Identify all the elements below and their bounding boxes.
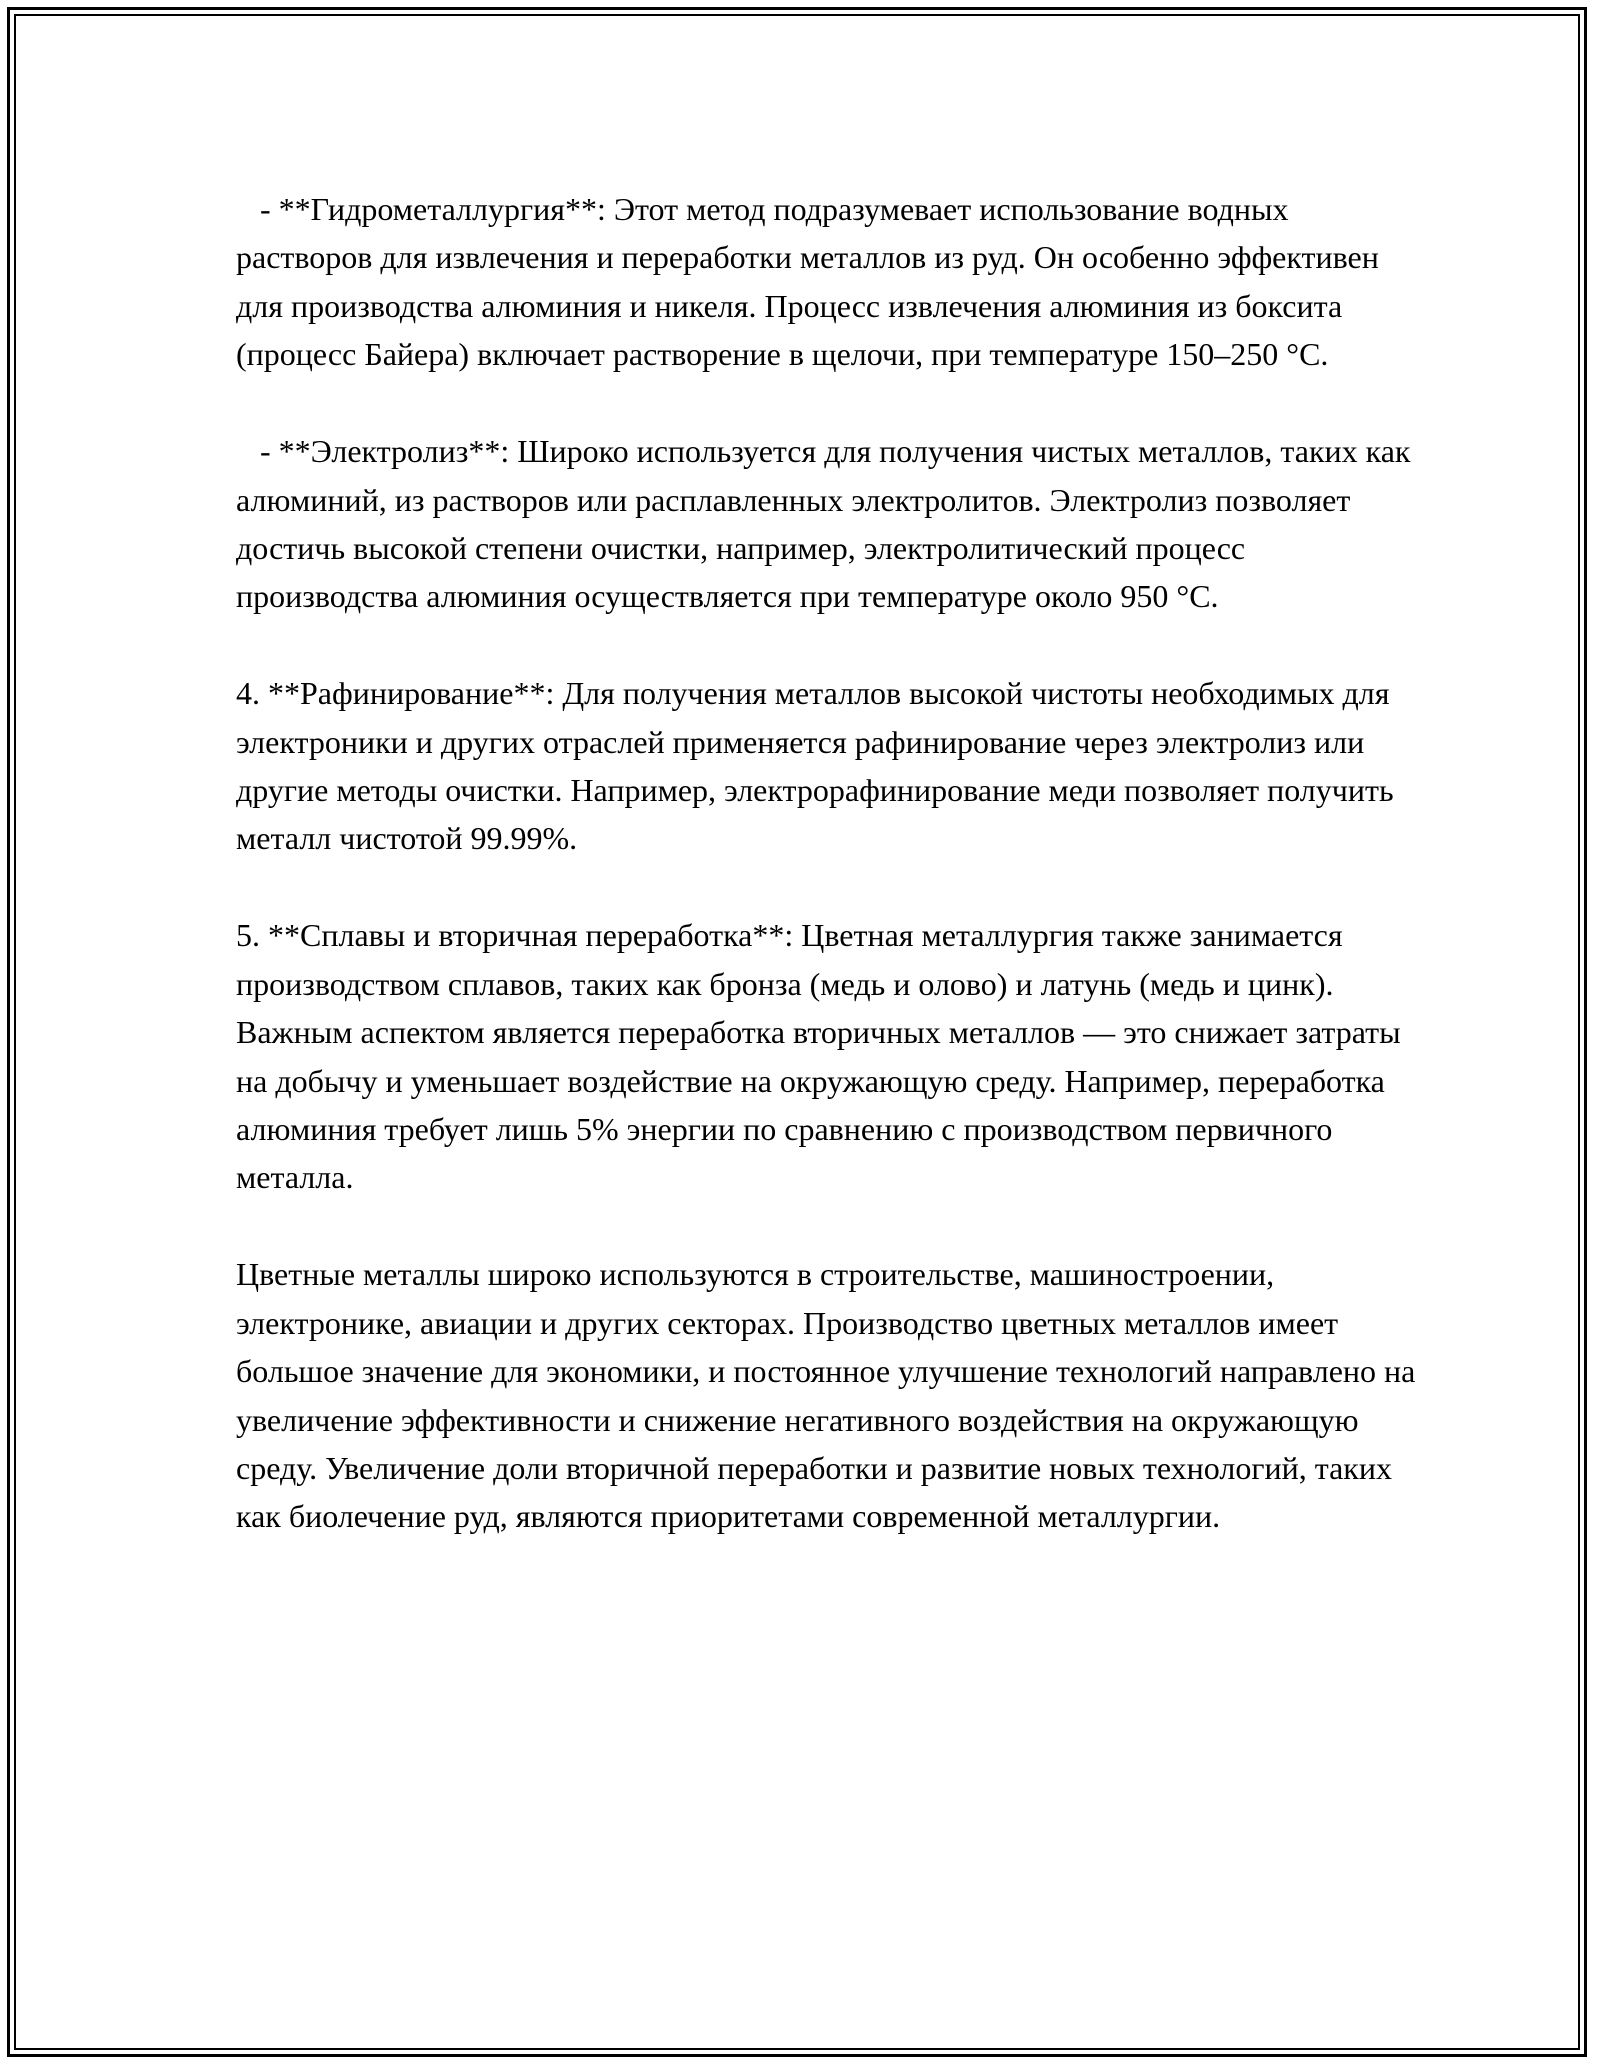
paragraph-hydrometallurgy: - **Гидрометаллургия**: Этот метод подразумевает использование водных растворов для извлечения и переработки металлов из руд. Он особенно эффективен для производства алюминия и никеля. Процесс извлечения алюминия из боксита (процесс Байера) включает растворение в щелочи, при температуре 150–250 °C.: [236, 191, 1387, 373]
paragraph-refining: 4. **Рафинирование**: Для получения металлов высокой чистоты необходимых для электроники и других отраслей применяется рафинирование через электролиз или другие методы очистки. Например, электрорафинирование меди позволяет получить металл чистотой 99.99%.: [236, 675, 1402, 857]
document-body: [236, 185, 1424, 1541]
paragraph-alloys-recycling: 5. **Сплавы и вторичная переработка**: Цветная металлургия также занимается производством сплавов, таких как бронза (медь и олово) и латунь (медь и цинк). Важным аспектом является переработка вторичных металлов — это снижает затраты на добычу и уменьшает воздействие на окружающую среду. Например, переработка алюминия требует лишь 5% энергии по сравнению с производством первичного металла.: [236, 917, 1409, 1196]
paragraph-electrolysis: - **Электролиз**: Широко используется для получения чистых металлов, таких как алюминий, из растворов или расплавленных электролитов. Электролиз позволяет достичь высокой степени очистки, например, электролитический процесс производства алюминия осуществляется при температуре около 950 °C.: [236, 433, 1419, 615]
paragraph-conclusion: Цветные металлы широко используются в строительстве, машиностроении, электронике, авиации и других секторах. Производство цветных металлов имеет большое значение для экономики, и постоянное улучшение технологий направлено на увеличение эффективности и снижение негативного воздействия на окружающую среду. Увеличение доли вторичной переработки и развитие новых технологий, таких как биолечение руд, являются приоритетами современной металлургии.: [236, 1256, 1424, 1535]
